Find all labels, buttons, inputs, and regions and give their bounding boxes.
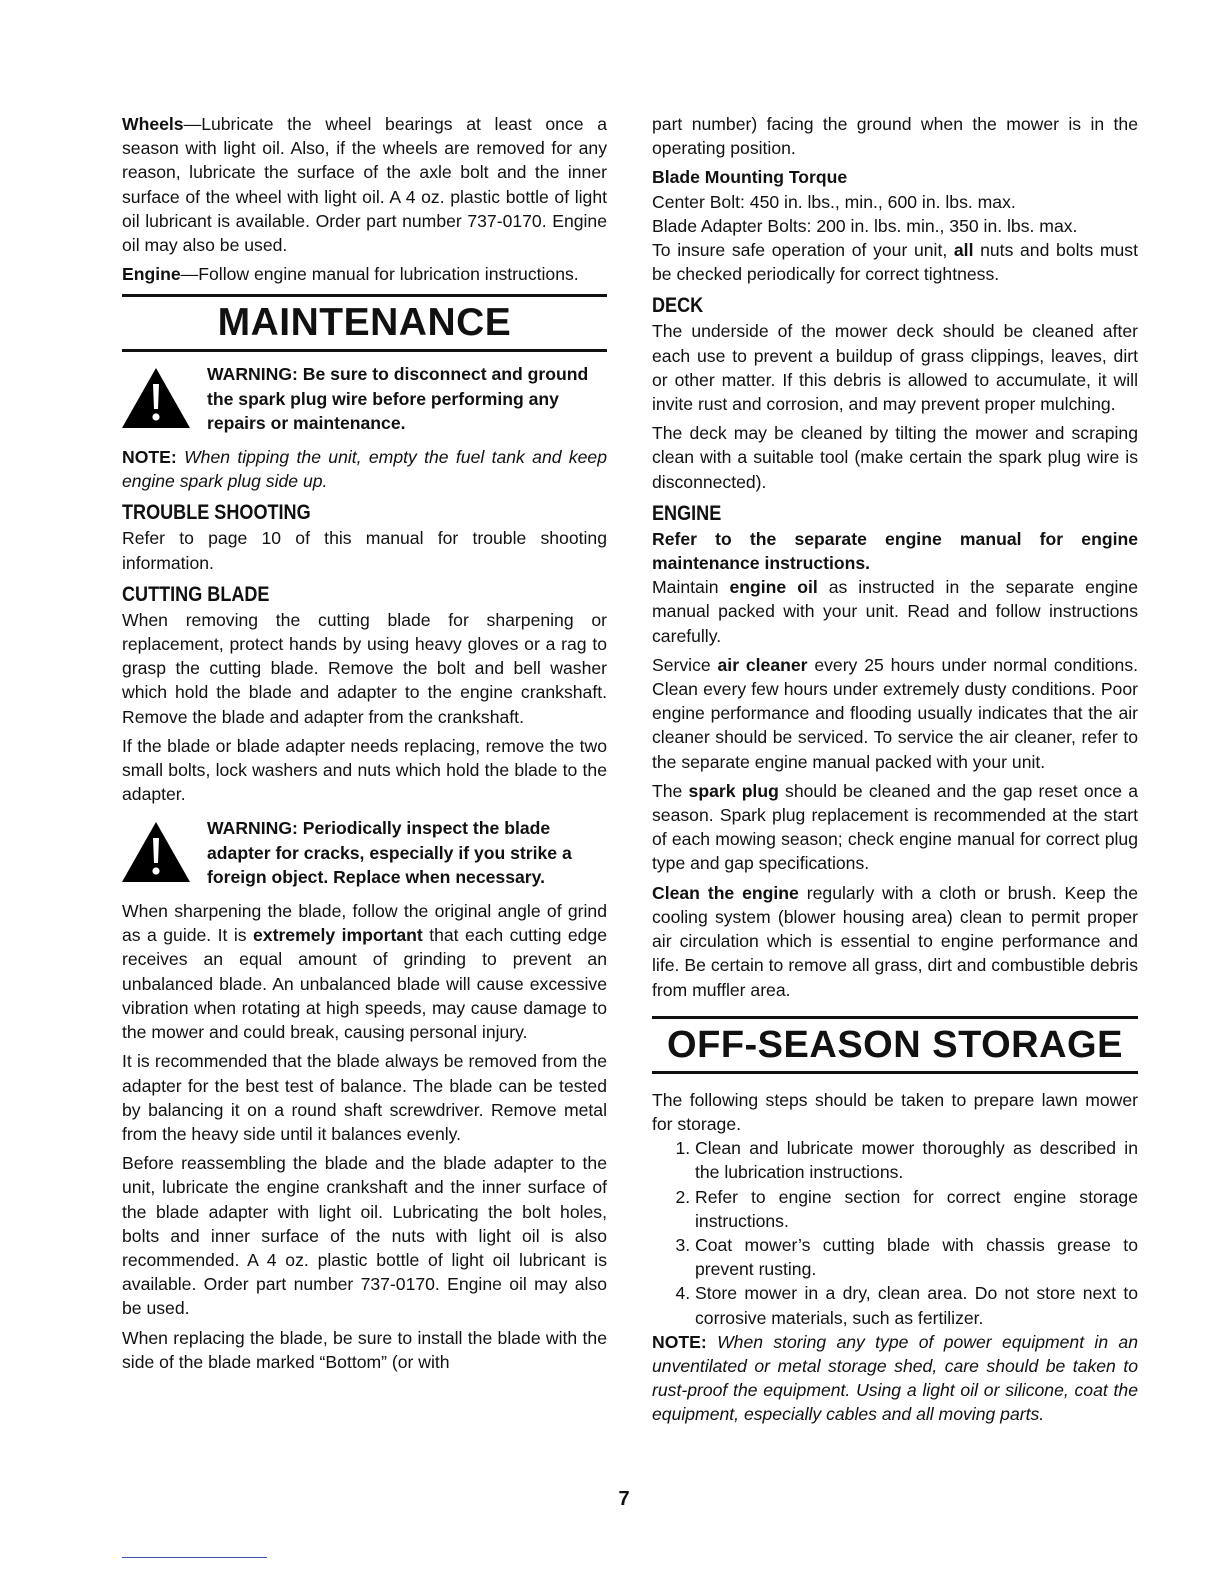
cb-p3-a: When sharpening the blade, follow the original angle of grind as a guide. It is [122, 901, 607, 946]
left-column [122, 112, 607, 1379]
note-text: When storing any type of power equipment in an unventilated or metal storage shed, care should be taken to rust-proof the equipment. Using a light oil or silicone, coat the equipment, especially cables and all moving parts. [652, 1331, 1139, 1425]
eng-p2-b: every 25 hours under normal conditions. Clean every few hours under extremely dusty conditions. Poor engine performance and flooding usually indicates that the air cleaner should be serviced. To service the air cleaner, refer to the separate engine manual packed with your unit. [652, 654, 1139, 772]
storage-step: 2. Refer to engine section for correct engine storage instructions. [695, 1185, 1138, 1233]
warning-1-text: WARNING: Be sure to disconnect and ground the spark plug wire before performing any repairs or maintenance. [207, 364, 589, 433]
storage-steps [652, 1136, 1138, 1330]
safe-operation-text [652, 238, 1138, 286]
cutting-blade-p5: Before reassembling the blade and the blade adapter to the unit, lubricate the engine crankshaft and the inner surface of the blade adapter with light oil. Lubricating the bolt holes, bolts and inner surface of the nuts with light oil is also recommended. A 4 oz. plastic bottle of light oil lubricant is available. Order part number 737-0170. Engine oil may also be used. [122, 1153, 607, 1319]
wheels-paragraph [122, 112, 607, 257]
cutting-blade-p2: If the blade or blade adapter needs replacing, remove the two small bolts, lock washers and nuts which hold the blade to the adapter. [122, 735, 607, 805]
engine-p3 [652, 779, 1138, 876]
eng-p1-bold: engine oil [729, 577, 818, 598]
eng-p3-bold: spark plug [688, 780, 779, 801]
torque-heading: Blade Mounting Torque [652, 167, 848, 188]
safe-a: To insure safe operation of your unit, [652, 240, 954, 261]
troubleshooting-heading: TROUBLE SHOOTING [122, 501, 311, 525]
warning-2-text: WARNING: Periodically inspect the blade adapter for cracks, especially if you strike a foreign object. Replace when necessary. [207, 818, 572, 887]
note-label: NOTE: [652, 1331, 707, 1352]
eng-p4-bold: Clean the engine [652, 882, 799, 903]
engine-p4 [652, 881, 1138, 1002]
note-label: NOTE: [122, 447, 177, 468]
note-storage [652, 1330, 1138, 1427]
warning-block-1 [122, 362, 607, 435]
footer-rule [122, 1557, 267, 1558]
cb-p3-bold: extremely important [253, 925, 423, 946]
engine-p1 [652, 575, 1138, 648]
safe-b: nuts and bolts must be checked periodically for correct tightness. [652, 240, 1138, 285]
engine-lube-paragraph [122, 262, 607, 286]
deck-p2: The deck may be cleaned by tilting the mower and scraping clean with a suitable tool (make certain the spark plug wire is disconnected). [652, 423, 1138, 492]
cutting-blade-p6: When replacing the blade, be sure to install the blade with the side of the blade marked “Bottom” (or with [122, 1327, 607, 1372]
divider [122, 349, 607, 352]
eng-p3-b: should be cleaned and the gap reset once a season. Spark plug replacement is recommended at the start of each mowing season; check engine manual for correct plug type and gap specifications. [652, 780, 1138, 874]
storage-step: 3. Coat mower’s cutting blade with chassis grease to prevent rusting. [695, 1233, 1138, 1281]
engine-heading: ENGINE [652, 501, 722, 525]
storage-step: 4. Store mower in a dry, clean area. Do not store next to corrosive materials, such as fertilizer. [695, 1281, 1138, 1329]
cutting-blade-heading: CUTTING BLADE [122, 582, 270, 606]
engine-refer: Refer to the separate engine manual for engine maintenance instructions. [652, 528, 1138, 574]
cb-p3-b: that each cutting edge receives an equal amount of grinding to prevent an unbalanced blade. An unbalanced blade will cause excessive vibration when rotating at high speeds, may cause damage to the mower and could break, causing personal injury. [122, 925, 608, 1043]
divider [122, 294, 607, 297]
cutting-blade-p4: It is recommended that the blade always be removed from the adapter for the best test of balance. The blade can be tested by balancing it on a round shaft screwdriver. Remove metal from the heavy side until it balances evenly. [122, 1051, 607, 1144]
deck-p1: The underside of the mower deck should be cleaned after each use to prevent a buildup of grass clippings, leaves, dirt or other matter. If this debris is allowed to accumulate, it will invite rust and corrosion, and may prevent proper mulching. [652, 321, 1138, 415]
eng-p2-bold: air cleaner [717, 654, 808, 675]
storage-intro: The following steps should be taken to prepare lawn mower for storage. [652, 1089, 1138, 1134]
storage-title: OFF-SEASON STORAGE [667, 1023, 1123, 1066]
eng-p3-a: The [652, 780, 689, 801]
warning-block-2 [122, 816, 607, 889]
eng-p1-a: Maintain [652, 577, 730, 598]
wheels-label: Wheels [122, 114, 184, 134]
torque-adapter: Blade Adapter Bolts: 200 in. lbs. min., 350 in. lbs. max. [652, 215, 1078, 236]
right-column [652, 112, 1138, 1432]
deck-heading: DECK [652, 294, 704, 318]
engine-lube-text: —Follow engine manual for lubrication instructions. [180, 264, 579, 285]
note-text: When tipping the unit, empty the fuel tank and keep engine spark plug side up. [122, 447, 607, 492]
continued-text: part number) facing the ground when the mower is in the operating position. [652, 114, 1138, 159]
wheels-text: —Lubricate the wheel bearings at least once a season with light oil. Also, if the wheels are removed for any reason, lubricate the surface of the axle bolt and the inner surface of the wheel with light oil. A 4 oz. plastic bottle of light oil lubricant is available. Order part number 737-0170. Engine oil may also be used. [122, 114, 607, 256]
cutting-blade-p1: When removing the cutting blade for sharpening or replacement, protect hands by using heavy gloves or a rag to grasp the cutting blade. Remove the bolt and bell washer which hold the blade and adapter to the engine crankshaft. Remove the blade and adapter from the crankshaft. [122, 609, 607, 727]
warning-triangle-icon [122, 822, 190, 882]
storage-step: 1. Clean and lubricate mower thoroughly as described in the lubrication instructions. [695, 1136, 1138, 1184]
maintenance-title: MAINTENANCE [217, 301, 512, 345]
note-tipping [122, 445, 607, 493]
torque-center: Center Bolt: 450 in. lbs., min., 600 in. lbs. max. [652, 191, 1016, 212]
eng-p2-a: Service [652, 654, 718, 675]
divider [652, 1071, 1138, 1074]
troubleshooting-text: Refer to page 10 of this manual for trouble shooting information. [122, 528, 607, 573]
engine-label: Engine [122, 264, 181, 285]
eng-p1-b: as instructed in the separate engine manual packed with your unit. Read and follow instructions carefully. [652, 577, 1138, 646]
safe-bold: all [953, 240, 974, 261]
cutting-blade-p3 [122, 899, 607, 1044]
divider [652, 1016, 1138, 1019]
warning-triangle-icon [122, 368, 190, 428]
page-number: 7 [618, 1488, 630, 1510]
engine-p2 [652, 653, 1138, 774]
eng-p4-b: regularly with a cloth or brush. Keep the cooling system (blower housing area) clean to permit proper air circulation which is essential to engine performance and life. Be certain to remove all grass, dirt and combustible debris from muffler area. [652, 882, 1138, 1000]
